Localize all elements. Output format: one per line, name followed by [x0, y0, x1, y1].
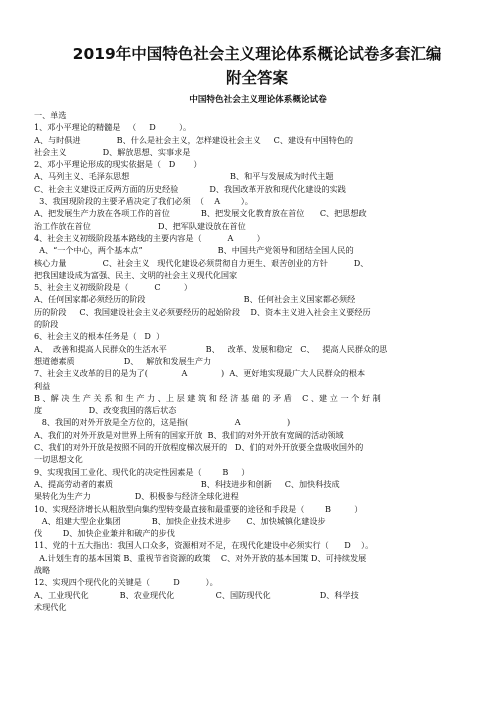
- text-line: 术现代化: [34, 601, 67, 612]
- document-title-line-1: 2019年中国特色社会主义理论体系概论试卷多套汇编: [72, 45, 442, 63]
- exam-body: [34, 109, 474, 613]
- text-line: 5、社会主义初级阶段是（ C ）: [34, 282, 192, 293]
- text-line: A、把发展生产力放在各项工作的首位 B、把发展文化教育放在首位 C、把思想政: [34, 208, 367, 219]
- text-line: 一切思想文化: [34, 454, 83, 465]
- text-line: 把我国建设成为富强、民主、文明的社会主义现代化国家: [34, 269, 238, 280]
- text-line: 11、党的十五大指出：我国人口众多，资源相对不足，在现代化建设中必须实行（ D ）。: [34, 540, 374, 551]
- text-line: A、我们的对外开放是对世界上所有的国家开放 B、我们的对外开放有宽阔的活动领域: [34, 429, 344, 440]
- text-line: A、任何国家都必须经历的阶段 B、任何社会主义国家都必须经: [34, 294, 356, 305]
- text-line: A.计划生育的基本国策 B、重视节省资源的政策 C、对外开放的基本国策 D、可持续发展: [34, 552, 367, 563]
- text-line: 利益: [34, 380, 51, 391]
- text-line: 10、实现经济增长从粗放型向集约型转变最直接和最重要的途径和手段是（ B ）: [34, 503, 363, 514]
- text-line: A、工业现代化 B、农业现代化 C、国防现代化 D、科学技: [34, 589, 359, 600]
- text-line: A、马列主义、毛泽东思想 B、和平与发展成为时代主题: [34, 171, 334, 182]
- exam-subtitle: 中国特色社会主义理论体系概论试卷: [189, 95, 327, 105]
- text-line: A、组建大型企业集团 B、加快企业技术进步 C、加快城镇化建设步: [34, 515, 326, 526]
- text-line: 想道德素质 D、 解放和发展生产力: [34, 355, 212, 366]
- document-title-line-2: 附全答案: [225, 69, 288, 87]
- text-line: 9、实现我国工业化、现代化的决定性因素是（ B ）: [34, 466, 250, 477]
- text-line: 4、社会主义初级阶段基本路线的主要内容是（ A ）: [34, 232, 265, 243]
- text-line: 1、邓小平理论的精髓是 （ D ）。: [34, 122, 192, 133]
- text-line: 7、社会主义改革的目的是为了( A ) A、更好地实现最广大人民群众的根本: [34, 368, 366, 379]
- text-line: 历的阶段 C、我国建设社会主义必须要经历的起始阶段 D、资本主义进入社会主义要经历: [34, 306, 371, 317]
- text-line: 2、邓小平理论形成的现实依据是（ D ）: [34, 159, 202, 170]
- text-line: 果转化为生产力 D、积极参与经济全球化进程: [34, 491, 239, 502]
- text-line: 社会主义 D、解放思想、实事求是: [34, 146, 191, 157]
- text-line: 12、实现四个现代化的关键是（ D ）。: [34, 577, 218, 588]
- text-line: C、社会主义建设正反两方面的历史经验 D、我国改革开放和现代化建设的实践: [34, 183, 346, 194]
- text-line: 核心力量 C、社会主义 现代化建设必须贯彻自力更生、艰苦创业的方针 D、: [34, 257, 369, 268]
- text-line: 治工作放在首位 D、把军队建设放在首位: [34, 220, 246, 231]
- text-line: A、“一个中心，两个基本点” B、中国共产党领导和团结全国人民的: [34, 245, 354, 256]
- text-line: A、提高劳动者的素质 B、科技进步和创新 C、加快科技成: [34, 478, 340, 489]
- text-line: 8、我国的对外开放是全方位的，这是指( A ): [34, 417, 291, 428]
- text-line: 6、社会主义的根本任务是（ D ）: [34, 331, 165, 342]
- text-line: 3、我国现阶段的主要矛盾决定了我们必须 （ A ）。: [34, 196, 253, 207]
- text-line: C、我们的对外开放是按照不同的开放程度梯次展开的 D、们的对外开放要全盘吸收国外的: [34, 442, 364, 453]
- text-line: B 、解 决 生 产 关 系 和 生 产 力 、上 层 建 筑 和 经 济 基 础 的 矛 盾 C 、建 立 一 个 好 制: [34, 392, 381, 403]
- text-line: A、与时俱进 B、什么是社会主义，怎样建设社会主义 C、建设有中国特色的: [34, 134, 354, 145]
- text-line: 度 D、改变我国的落后状态: [34, 405, 177, 416]
- text-line: 的阶段: [34, 319, 59, 330]
- text-line: 战略: [34, 564, 51, 575]
- text-line: A、 改善和提高人民群众的生活水平 B、 改革、发展和稳定 C、 提高人民群众的思: [34, 343, 388, 354]
- text-line: 伐 D、加快企业兼并和破产的步伐: [34, 528, 175, 539]
- text-line: 一、单选: [34, 110, 67, 120]
